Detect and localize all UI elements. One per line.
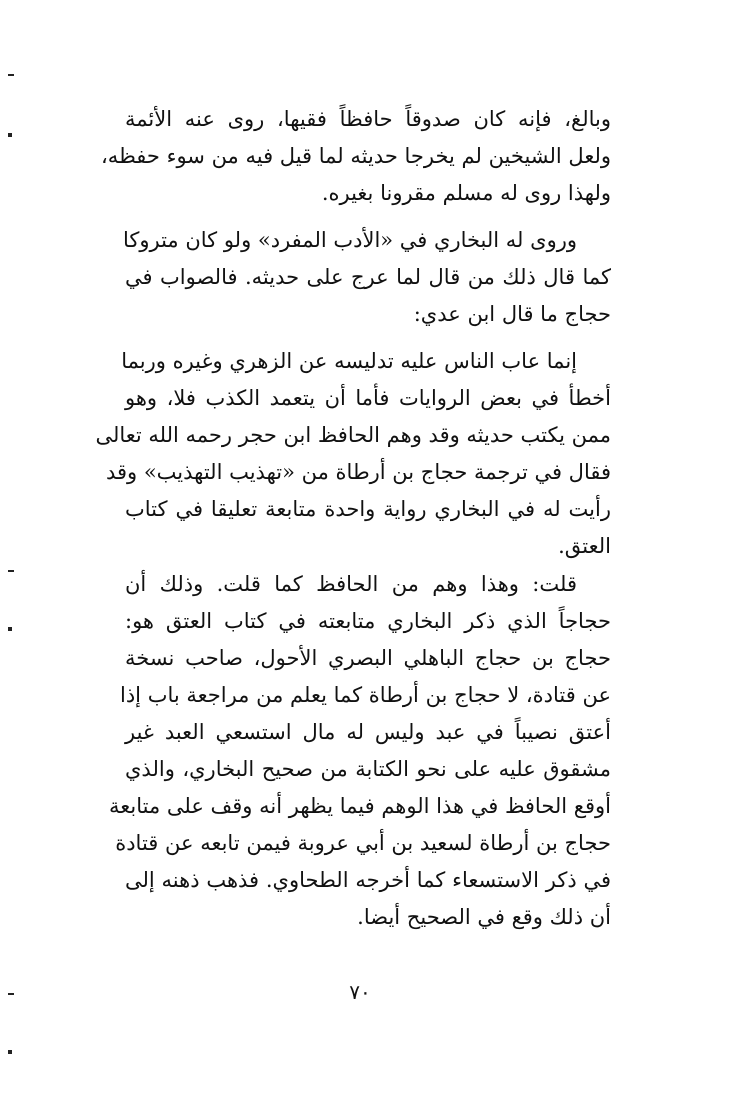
- text-line: رأيت له في البخاري رواية واحدة متابعة تعليقا في كتاب: [125, 497, 611, 521]
- margin-mark-left-5: [8, 1050, 12, 1054]
- paragraph-2: [122, 222, 611, 333]
- text-line: حجاجاً الذي ذكر البخاري متابعته في كتاب العتق هو:: [125, 609, 611, 633]
- text-line: عن قتادة، لا حجاج بن أرطاة كما يعلم من مراجعة باب إذا: [120, 683, 611, 707]
- text-line: فقال في ترجمة حجاج بن أرطاة من «تهذيب التهذيب» وقد: [105, 460, 611, 484]
- text-line: ولعل الشيخين لم يخرجا حديثه لما قيل فيه من سوء حفظه،: [101, 144, 611, 168]
- text-line: حجاج بن أرطاة لسعيد بن أبي عروبة فيمن تابعه عن قتادة: [115, 831, 611, 855]
- text-line: أن ذلك وقع في الصحيح أيضا.: [357, 905, 611, 929]
- text-line: حجاج ما قال ابن عدي:: [413, 302, 611, 326]
- text-line: قلت: وهذا وهم من الحافظ كما قلت. وذلك أن: [125, 572, 577, 596]
- text-line: مشقوق عليه على نحو الكتابة من صحيح البخاري، والذي: [125, 757, 611, 781]
- text-line: أعتق نصيباً في عبد وليس له مال استسعي العبد غير: [125, 720, 611, 744]
- text-line: أخطأ في بعض الروايات فأما أن يتعمد الكذب فلا، وهو: [125, 386, 611, 410]
- text-line: ولهذا روى له مسلم مقرونا بغيره.: [321, 181, 611, 205]
- text-line: وبالغ، فإنه كان صدوقاً حافظاً فقيها، روى عنه الأئمة: [125, 107, 611, 131]
- text-line: العتق.: [558, 534, 611, 558]
- text-line: إنما عاب الناس عليه تدليسه عن الزهري وغيره وربما: [121, 349, 577, 373]
- margin-mark-left-3: [8, 627, 12, 631]
- paragraph-3: [95, 343, 611, 565]
- page-number: ٧٠: [349, 980, 371, 1004]
- text-line: ممن يكتب حديثه وقد وهم الحافظ ابن حجر رحمه الله تعالى: [95, 423, 611, 447]
- text-line: في ذكر الاستسعاء كما أخرجه الطحاوي. فذهب ذهنه إلى: [125, 868, 611, 892]
- text-line: أوقع الحافظ في هذا الوهم فيما يظهر أنه وقف على متابعة: [108, 794, 611, 818]
- text-line: وروى له البخاري في «الأدب المفرد» ولو كان متروكا: [122, 228, 577, 252]
- paragraph-1: [101, 101, 611, 212]
- text-line: حجاج بن حجاج الباهلي البصري الأحول، صاحب نسخة: [125, 646, 611, 670]
- margin-mark-left-4: [8, 993, 14, 995]
- paragraph-4: [108, 566, 611, 936]
- text-line: كما قال ذلك من قال لما عرج على حديثه. فالصواب في: [125, 265, 611, 289]
- margin-mark-left-1: [8, 133, 12, 137]
- margin-mark-top-left: [8, 74, 14, 76]
- margin-mark-left-2: [8, 570, 14, 572]
